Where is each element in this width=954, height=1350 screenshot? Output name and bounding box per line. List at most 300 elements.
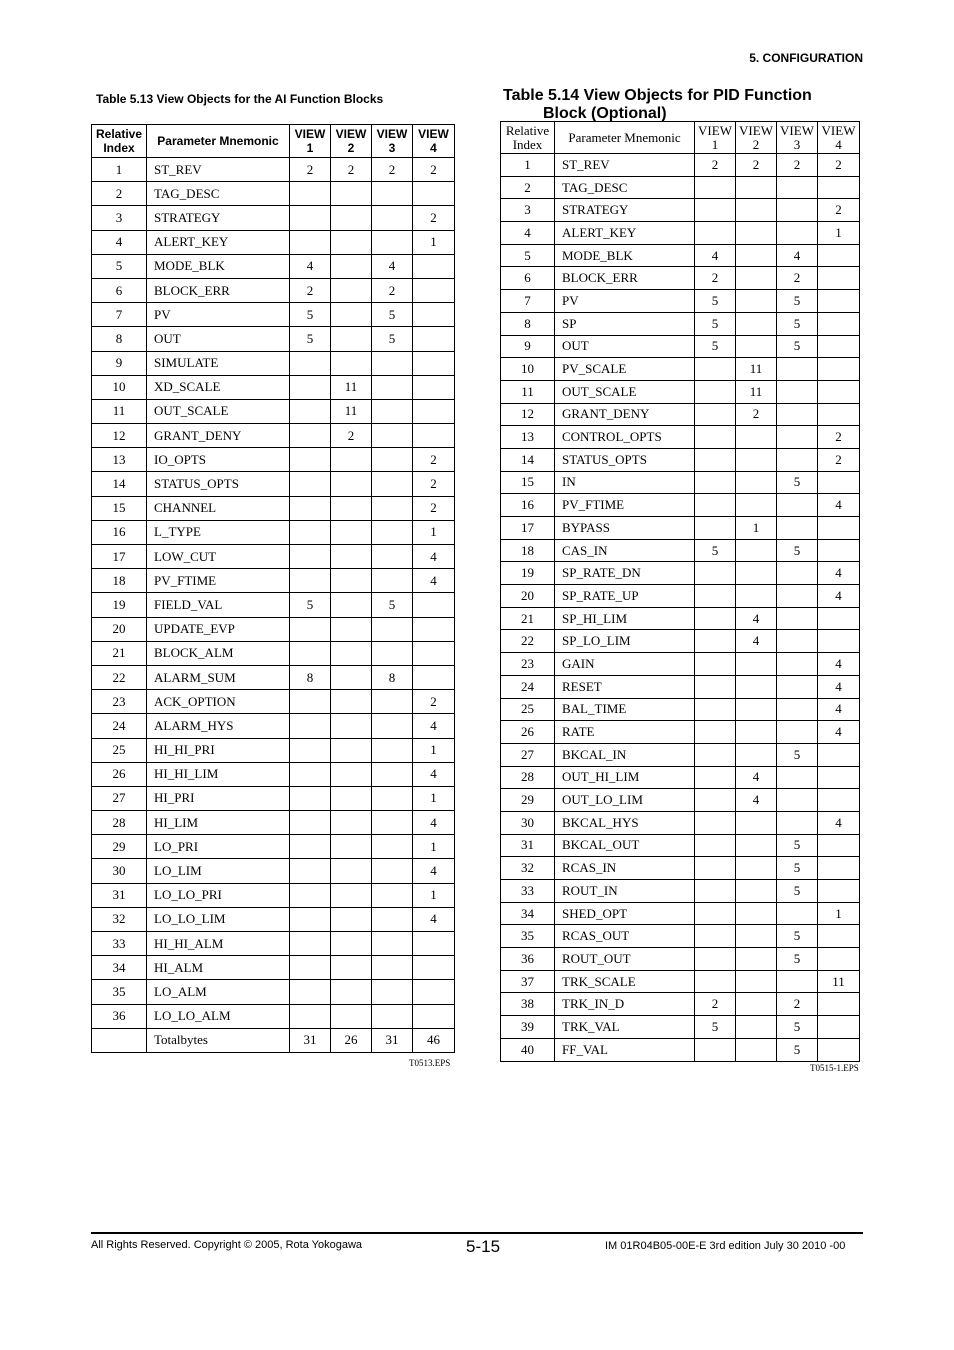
view-cell (695, 448, 736, 471)
view-cell (290, 956, 331, 980)
view-cell: 5 (695, 312, 736, 335)
view-cell (290, 496, 331, 520)
mnemonic-cell: SIMULATE (147, 351, 290, 375)
view-cell (290, 907, 331, 931)
table-row (501, 380, 860, 403)
footer-rule (91, 1232, 863, 1234)
view-cell (372, 690, 413, 714)
table-514-title (503, 87, 863, 123)
table-row (92, 883, 455, 907)
pid-view-objects-table (500, 121, 860, 1062)
view-cell (736, 244, 777, 267)
index-cell: 33 (501, 880, 555, 903)
table-row (92, 472, 455, 496)
view-cell (695, 176, 736, 199)
view-cell (372, 472, 413, 496)
view-cell (818, 857, 860, 880)
view-cell (736, 471, 777, 494)
mnemonic-cell: ST_REV (555, 154, 695, 177)
table-row (92, 182, 455, 206)
view-cell (818, 834, 860, 857)
view-cell (777, 970, 818, 993)
index-cell: 32 (92, 907, 147, 931)
view-cell (736, 857, 777, 880)
table-row (501, 970, 860, 993)
mnemonic-cell: HI_HI_LIM (147, 762, 290, 786)
view-cell (372, 230, 413, 254)
table-row (501, 1038, 860, 1061)
index-cell: 1 (92, 158, 147, 182)
mnemonic-cell: ST_REV (147, 158, 290, 182)
view-cell: 5 (777, 1038, 818, 1061)
view-cell (736, 834, 777, 857)
view-cell: 11 (736, 358, 777, 381)
view-cell (818, 630, 860, 653)
index-cell: 28 (92, 811, 147, 835)
view-cell (413, 254, 455, 278)
table-row (92, 859, 455, 883)
view-cell (736, 1016, 777, 1039)
mnemonic-cell: MODE_BLK (147, 254, 290, 278)
table-row (501, 857, 860, 880)
mnemonic-cell: TAG_DESC (147, 182, 290, 206)
table-row (92, 932, 455, 956)
mnemonic-cell: FIELD_VAL (147, 593, 290, 617)
view-cell: 5 (372, 303, 413, 327)
view-cell (290, 351, 331, 375)
mnemonic-cell: PV_FTIME (147, 569, 290, 593)
index-cell: 31 (501, 834, 555, 857)
view-cell (290, 520, 331, 544)
view-cell: 4 (818, 721, 860, 744)
view-cell (695, 857, 736, 880)
view-cell: 5 (777, 335, 818, 358)
table-row (92, 980, 455, 1004)
index-cell: 12 (92, 424, 147, 448)
view-cell: 4 (736, 607, 777, 630)
mnemonic-cell: STATUS_OPTS (555, 448, 695, 471)
mnemonic-cell: ACK_OPTION (147, 690, 290, 714)
table-row (501, 948, 860, 971)
mnemonic-cell: HI_HI_ALM (147, 932, 290, 956)
view-cell: 2 (777, 267, 818, 290)
view-cell (736, 653, 777, 676)
view-cell (413, 980, 455, 1004)
view-cell (695, 607, 736, 630)
view-cell (290, 690, 331, 714)
view-cell: 1 (818, 902, 860, 925)
table-row (501, 585, 860, 608)
view-cell: 2 (290, 158, 331, 182)
view-cell (413, 278, 455, 302)
view-cell (736, 562, 777, 585)
index-cell: 19 (92, 593, 147, 617)
index-cell: 27 (501, 743, 555, 766)
view-cell (372, 182, 413, 206)
view-cell (818, 607, 860, 630)
view-cell (695, 471, 736, 494)
view-cell (331, 496, 372, 520)
view-cell (777, 607, 818, 630)
view-cell (736, 811, 777, 834)
table-row (92, 738, 455, 762)
view-cell (777, 403, 818, 426)
table-row (501, 403, 860, 426)
column-header: VIEW 4 (413, 125, 455, 158)
table-514-title-line1: Table 5.14 View Objects for PID Function (503, 87, 812, 104)
mnemonic-cell: OUT_LO_LIM (555, 789, 695, 812)
index-cell: 38 (501, 993, 555, 1016)
mnemonic-cell: OUT_SCALE (555, 380, 695, 403)
view-cell (695, 789, 736, 812)
view-cell: 2 (695, 993, 736, 1016)
index-cell: 25 (501, 698, 555, 721)
table-row (501, 766, 860, 789)
column-header: VIEW 2 (331, 125, 372, 158)
view-cell: 2 (413, 158, 455, 182)
table-row (92, 835, 455, 859)
view-cell: 2 (818, 426, 860, 449)
view-cell: 2 (777, 154, 818, 177)
mnemonic-cell: TRK_SCALE (555, 970, 695, 993)
table-row (92, 158, 455, 182)
view-cell (695, 403, 736, 426)
view-cell (413, 593, 455, 617)
view-cell (777, 585, 818, 608)
mnemonic-cell: LO_LO_PRI (147, 883, 290, 907)
view-cell (413, 932, 455, 956)
mnemonic-cell: STRATEGY (147, 206, 290, 230)
table-row (92, 230, 455, 254)
view-cell: 11 (331, 375, 372, 399)
view-cell (695, 698, 736, 721)
mnemonic-cell: PV (147, 303, 290, 327)
view-cell: 5 (777, 539, 818, 562)
view-cell (372, 883, 413, 907)
table-row (501, 222, 860, 245)
view-cell (372, 762, 413, 786)
view-cell: 2 (736, 154, 777, 177)
index-cell: 3 (92, 206, 147, 230)
table-row (501, 880, 860, 903)
mnemonic-cell: GRANT_DENY (555, 403, 695, 426)
column-header: Relative Index (92, 125, 147, 158)
view-cell: 26 (331, 1028, 372, 1052)
view-cell (290, 182, 331, 206)
view-cell (736, 448, 777, 471)
table-row (501, 154, 860, 177)
view-cell: 2 (372, 278, 413, 302)
view-cell (736, 267, 777, 290)
view-cell (413, 641, 455, 665)
mnemonic-cell: CHANNEL (147, 496, 290, 520)
view-cell (736, 948, 777, 971)
table-row (92, 1004, 455, 1028)
view-cell (372, 907, 413, 931)
mnemonic-cell: XD_SCALE (147, 375, 290, 399)
view-cell (331, 351, 372, 375)
column-header: VIEW 1 (290, 125, 331, 158)
view-cell (818, 403, 860, 426)
view-cell (695, 199, 736, 222)
view-cell (736, 902, 777, 925)
index-cell: 21 (92, 641, 147, 665)
view-cell: 2 (372, 158, 413, 182)
table-513-figure-code: T0513.EPS (409, 1058, 451, 1068)
view-cell: 4 (818, 494, 860, 517)
index-cell: 24 (501, 675, 555, 698)
mnemonic-cell: STATUS_OPTS (147, 472, 290, 496)
index-cell: 30 (92, 859, 147, 883)
column-header: VIEW 3 (777, 122, 818, 154)
index-cell: 39 (501, 1016, 555, 1039)
index-cell: 35 (92, 980, 147, 1004)
view-cell (372, 424, 413, 448)
view-cell: 5 (290, 303, 331, 327)
view-cell (777, 517, 818, 540)
index-cell: 6 (92, 278, 147, 302)
view-cell: 2 (331, 158, 372, 182)
index-cell: 20 (501, 585, 555, 608)
view-cell (818, 267, 860, 290)
view-cell: 5 (290, 593, 331, 617)
view-cell (777, 562, 818, 585)
view-cell (818, 766, 860, 789)
mnemonic-cell: TRK_IN_D (555, 993, 695, 1016)
view-cell (695, 766, 736, 789)
table-row (501, 290, 860, 313)
view-cell: 31 (290, 1028, 331, 1052)
view-cell (290, 545, 331, 569)
view-cell (331, 907, 372, 931)
view-cell (413, 617, 455, 641)
view-cell (290, 424, 331, 448)
view-cell (331, 182, 372, 206)
view-cell (331, 956, 372, 980)
index-cell: 20 (92, 617, 147, 641)
view-cell (331, 883, 372, 907)
table-row (92, 424, 455, 448)
view-cell (736, 993, 777, 1016)
index-cell: 17 (501, 517, 555, 540)
index-cell (92, 1028, 147, 1052)
view-cell (331, 278, 372, 302)
index-cell: 4 (92, 230, 147, 254)
index-cell: 8 (501, 312, 555, 335)
view-cell (736, 880, 777, 903)
view-cell (777, 494, 818, 517)
view-cell (372, 956, 413, 980)
view-cell (372, 617, 413, 641)
view-cell (736, 176, 777, 199)
view-cell (331, 932, 372, 956)
view-cell: 5 (777, 948, 818, 971)
view-cell (413, 956, 455, 980)
index-cell: 31 (92, 883, 147, 907)
view-cell (413, 351, 455, 375)
view-cell (290, 399, 331, 423)
table-row (501, 448, 860, 471)
view-cell (695, 1038, 736, 1061)
view-cell (736, 312, 777, 335)
view-cell: 8 (372, 665, 413, 689)
view-cell: 2 (413, 472, 455, 496)
table-row (501, 335, 860, 358)
mnemonic-cell: OUT_SCALE (147, 399, 290, 423)
view-cell (777, 222, 818, 245)
ai-view-objects-table (91, 124, 455, 1053)
mnemonic-cell: RCAS_IN (555, 857, 695, 880)
view-cell (331, 641, 372, 665)
table-row (501, 199, 860, 222)
view-cell: 5 (777, 880, 818, 903)
table-row (501, 607, 860, 630)
view-cell: 11 (736, 380, 777, 403)
view-cell (695, 358, 736, 381)
view-cell: 1 (413, 883, 455, 907)
table-row (501, 494, 860, 517)
view-cell (695, 880, 736, 903)
section-header: 5. CONFIGURATION (749, 51, 863, 65)
mnemonic-cell: MODE_BLK (555, 244, 695, 267)
table-row (501, 675, 860, 698)
view-cell (290, 448, 331, 472)
table-row (501, 312, 860, 335)
view-cell (331, 714, 372, 738)
mnemonic-cell: LOW_CUT (147, 545, 290, 569)
index-cell: 36 (501, 948, 555, 971)
view-cell (331, 690, 372, 714)
view-cell (695, 811, 736, 834)
view-cell (413, 424, 455, 448)
view-cell: 1 (413, 230, 455, 254)
table-row (92, 327, 455, 351)
view-cell (736, 970, 777, 993)
view-cell (818, 1038, 860, 1061)
view-cell: 2 (736, 403, 777, 426)
index-cell: 21 (501, 607, 555, 630)
index-cell: 13 (501, 426, 555, 449)
table-row (501, 834, 860, 857)
view-cell (736, 494, 777, 517)
column-header: Parameter Mnemonic (555, 122, 695, 154)
view-cell: 11 (331, 399, 372, 423)
mnemonic-cell: OUT (555, 335, 695, 358)
index-cell: 23 (92, 690, 147, 714)
view-cell (331, 327, 372, 351)
view-cell (372, 738, 413, 762)
index-cell: 10 (92, 375, 147, 399)
table-513-title: Table 5.13 View Objects for the AI Function Blocks (96, 92, 384, 106)
table-row (92, 496, 455, 520)
mnemonic-cell: ALERT_KEY (147, 230, 290, 254)
view-cell (290, 859, 331, 883)
table-row (92, 254, 455, 278)
table-row (501, 925, 860, 948)
view-cell (290, 206, 331, 230)
view-cell (818, 176, 860, 199)
view-cell (777, 176, 818, 199)
view-cell: 4 (736, 630, 777, 653)
view-cell: 5 (777, 290, 818, 313)
view-cell (331, 569, 372, 593)
view-cell (736, 222, 777, 245)
view-cell (777, 766, 818, 789)
view-cell (372, 835, 413, 859)
mnemonic-cell: SP (555, 312, 695, 335)
view-cell (372, 641, 413, 665)
index-cell: 6 (501, 267, 555, 290)
index-cell: 16 (92, 520, 147, 544)
mnemonic-cell: BLOCK_ALM (147, 641, 290, 665)
view-cell: 4 (818, 562, 860, 585)
table-row (92, 520, 455, 544)
view-cell: 4 (695, 244, 736, 267)
document-id: IM 01R04B05-00E-E 3rd edition July 30 2010 -00 (605, 1240, 846, 1252)
table-row (501, 1016, 860, 1039)
view-cell (736, 539, 777, 562)
view-cell (695, 721, 736, 744)
view-cell (290, 617, 331, 641)
view-cell (818, 880, 860, 903)
view-cell (372, 399, 413, 423)
view-cell: 4 (818, 698, 860, 721)
index-cell: 11 (92, 399, 147, 423)
view-cell (372, 448, 413, 472)
mnemonic-cell: LO_LO_LIM (147, 907, 290, 931)
table-row (92, 617, 455, 641)
view-cell (290, 932, 331, 956)
view-cell: 2 (818, 199, 860, 222)
view-cell (331, 811, 372, 835)
table-row (92, 786, 455, 810)
view-cell (290, 230, 331, 254)
view-cell: 5 (695, 335, 736, 358)
view-cell: 2 (413, 690, 455, 714)
index-cell: 18 (501, 539, 555, 562)
table-row (92, 762, 455, 786)
mnemonic-cell: PV_FTIME (555, 494, 695, 517)
view-cell: 4 (413, 762, 455, 786)
view-cell (777, 199, 818, 222)
view-cell (818, 539, 860, 562)
mnemonic-cell: HI_LIM (147, 811, 290, 835)
view-cell (331, 472, 372, 496)
view-cell: 5 (372, 327, 413, 351)
view-cell: 2 (331, 424, 372, 448)
mnemonic-cell: RATE (555, 721, 695, 744)
index-cell: 37 (501, 970, 555, 993)
table-row (92, 569, 455, 593)
view-cell: 4 (413, 811, 455, 835)
view-cell: 5 (372, 593, 413, 617)
view-cell (413, 375, 455, 399)
table-row (501, 176, 860, 199)
mnemonic-cell: SP_RATE_UP (555, 585, 695, 608)
view-cell (777, 698, 818, 721)
view-cell: 4 (818, 811, 860, 834)
mnemonic-cell: LO_LIM (147, 859, 290, 883)
view-cell (372, 351, 413, 375)
table-row (501, 811, 860, 834)
mnemonic-cell: FF_VAL (555, 1038, 695, 1061)
index-cell: 5 (501, 244, 555, 267)
view-cell (331, 520, 372, 544)
table-row (92, 351, 455, 375)
view-cell: 5 (777, 925, 818, 948)
view-cell: 1 (736, 517, 777, 540)
index-cell: 2 (501, 176, 555, 199)
